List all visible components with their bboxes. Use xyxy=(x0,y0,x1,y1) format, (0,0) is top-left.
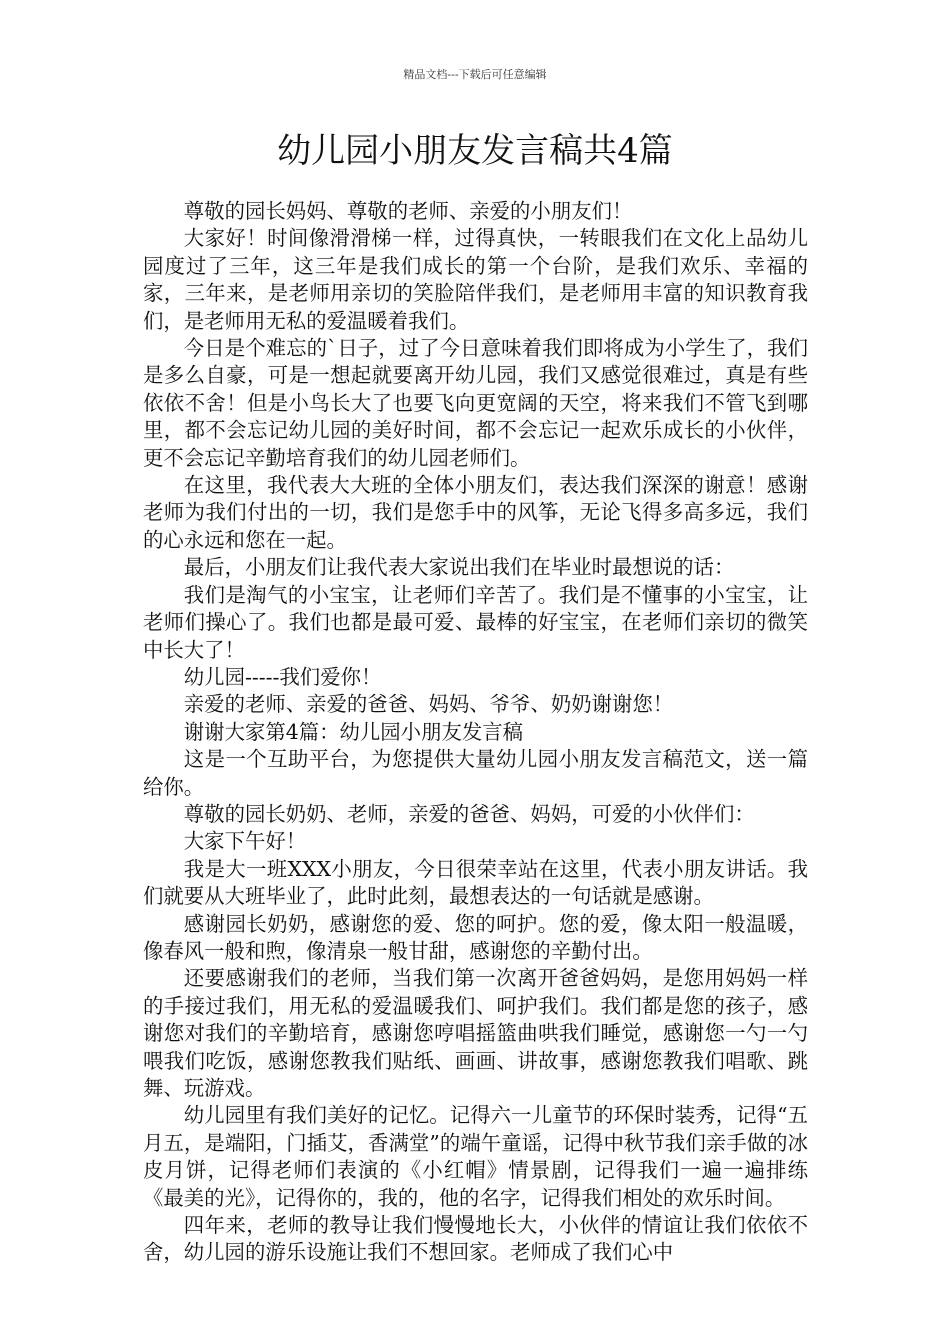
paragraph: 四年来，老师的教导让我们慢慢地长大，小伙伴的情谊让我们依依不舍，幼儿园的游乐设施让我们不想回家。老师成了我们心中 xyxy=(143,1213,808,1265)
paragraph: 幼儿园-----我们爱你！ xyxy=(183,664,382,689)
paragraph: 这是一个互助平台，为您提供大量幼儿园小朋友发言稿范文，送一篇给你。 xyxy=(143,747,808,799)
paragraph: 我是大一班XXX小朋友，今日很荣幸站在这里，代表小朋友讲话。我们就要从大班毕业了，此时此刻，最想表达的一句话就是感谢。 xyxy=(143,856,808,909)
paragraph: 尊敬的园长妈妈、尊敬的老师、亲爱的小朋友们！ xyxy=(183,199,633,223)
paragraph: 感谢园长奶奶，感谢您的爱、您的呵护。您的爱，像太阳一般温暖，像春风一般和煦，像清泉一般甘甜，感谢您的辛勤付出。 xyxy=(143,911,808,963)
paragraph: 大家好！时间像滑滑梯一样，过得真快，一转眼我们在文化上品幼儿园度过了三年，这三年是我们成长的第一个台阶，是我们欢乐、幸福的家，三年来，是老师用亲切的笑脸陪伴我们，是老师用丰富的知识教育我们，是老师用无私的爱温暖着我们。 xyxy=(143,226,808,333)
paragraph: 还要感谢我们的老师，当我们第一次离开爸爸妈妈，是您用妈妈一样的手接过我们，用无私的爱温暖我们、呵护我们。我们都是您的孩子，感谢您对我们的辛勤培育，感谢您哼唱摇篮曲哄我们睡觉，感谢您一勺一勺喂我们吃饭，感谢您教我们贴纸、画画、讲故事，感谢您教我们唱歌、跳舞、玩游戏。 xyxy=(143,966,808,1100)
paragraph: 大家下午好！ xyxy=(183,829,307,854)
paragraph: 今日是个难忘的`日子，过了今日意味着我们即将成为小学生了，我们是多么自豪，可是一想起就要离开幼儿园，我们又感觉很难过，真是有些依依不舍！但是小鸟长大了也要飞向更宽阔的天空，将来我们不管飞到哪里，都不会忘记幼儿园的美好时间，都不会忘记一起欢乐成长的小伙伴，更不会忘记辛勤培育我们的幼儿园老师们。 xyxy=(143,336,808,470)
paragraph: 在这里，我代表大大班的全体小朋友们，表达我们深深的谢意！感谢老师为我们付出的一切，我们是您手中的风筝，无论飞得多高多远，我们的心永远和您在一起。 xyxy=(143,473,808,552)
paragraph: 尊敬的园长奶奶、老师，亲爱的爸爸、妈妈，可爱的小伙伴们： xyxy=(183,801,755,826)
paragraph: 最后，小朋友们让我代表大家说出我们在毕业时最想说的话： xyxy=(183,555,735,580)
document-title: 幼儿园小朋友发言稿共4篇 xyxy=(277,131,673,171)
paragraph: 谢谢大家第4篇：幼儿园小朋友发言稿 xyxy=(183,719,524,744)
paragraph: 幼儿园里有我们美好的记忆。记得六一儿童节的环保时装秀，记得“五月五，是端阳，门插艾，香满堂”的端午童谣，记得中秋节我们亲手做的冰皮月饼，记得老师们表演的《小红帽》情景剧，记得我们一遍一遍排练《最美的光》，记得你的，我的，他的名字，记得我们相处的欢乐时间。 xyxy=(143,1103,808,1210)
paragraph: 亲爱的老师、亲爱的爸爸、妈妈、爷爷、奶奶谢谢您！ xyxy=(183,692,674,717)
document-body xyxy=(143,198,808,1267)
paragraph: 我们是淘气的小宝宝，让老师们辛苦了。我们是不懂事的小宝宝，让老师们操心了。我们也都是最可爱、最棒的好宝宝，在老师们亲切的微笑中长大了！ xyxy=(143,582,808,662)
page-header-note: 精品文档---下载后可任意编辑 xyxy=(403,68,547,81)
